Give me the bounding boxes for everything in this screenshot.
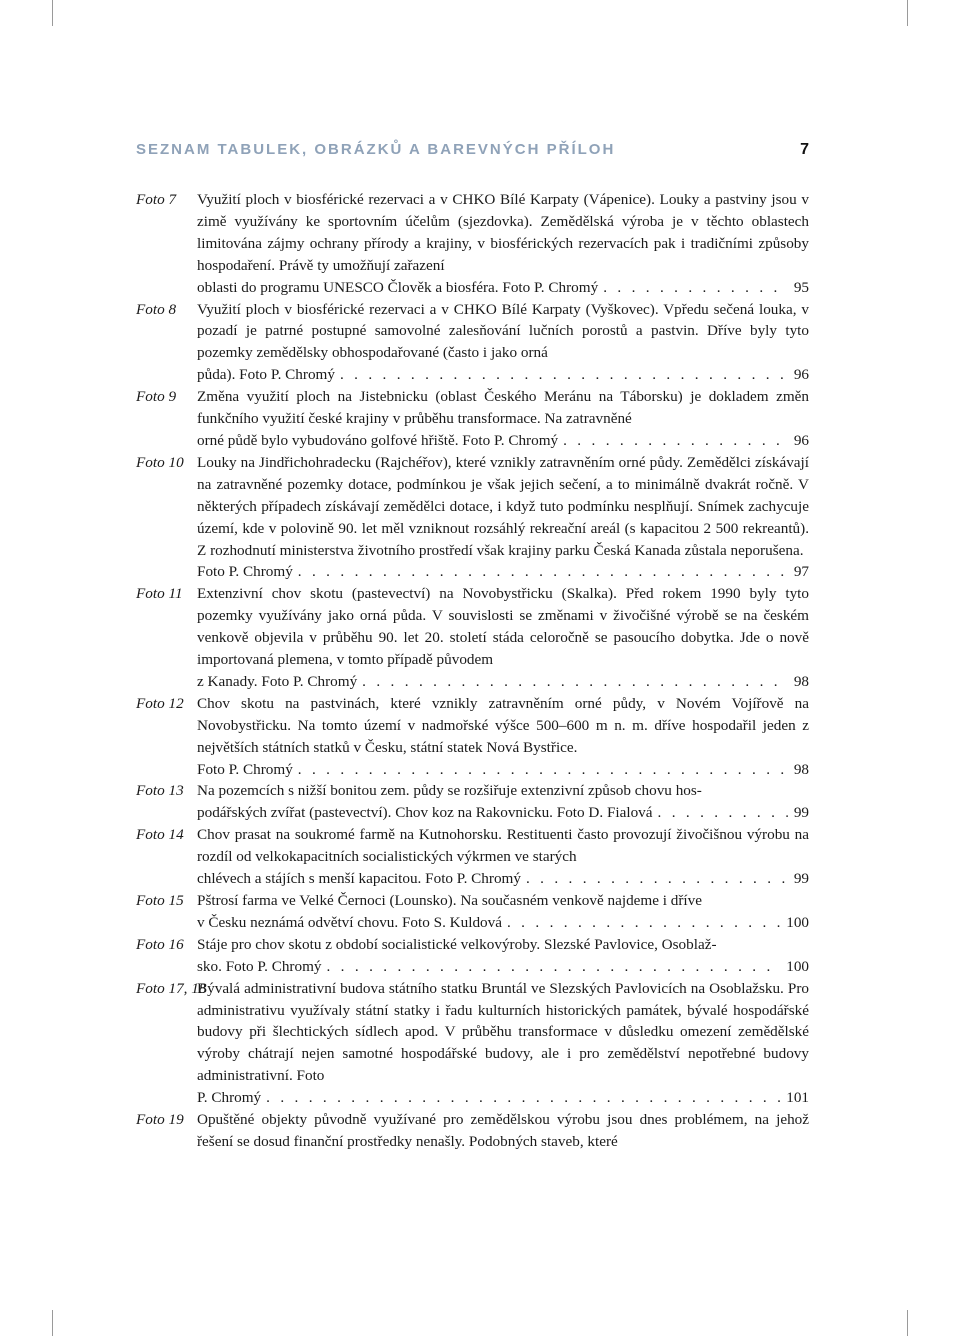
entry-last-line: sko. Foto P. Chromý — [197, 957, 322, 975]
entry-label: Foto 13 — [136, 782, 184, 800]
entry-leader-line — [197, 561, 809, 583]
list-entry — [136, 386, 809, 452]
entry-text: Bývalá administrativní budova státního statku Bruntál ve Slezských Pavlovicích na Osoblažsku. Pro administrativu využívaly státní statky i řadu kulturních historických památek, bývalé hospodářské budovy při šlechtických sídlech apod. V průběhu transformace v důsledku omezení zemědělské výroby chátrají nejen samotné hospodářské budovy, ale i pro zemědělství nepotřebné budovy administrativní. Foto — [197, 979, 809, 1085]
leader-dots — [326, 956, 780, 978]
entry-last-line: v Česku neznámá odvětví chovu. Foto S. Kuldová — [197, 913, 502, 931]
entry-last-line: z Kanady. Foto P. Chromý — [197, 672, 358, 690]
entry-leader-line — [197, 277, 809, 299]
entry-leader-line — [197, 802, 809, 824]
list-entry — [136, 693, 809, 781]
list-entry — [136, 452, 809, 583]
entry-leader-line — [197, 956, 809, 978]
entry-last-line: orné půdě bylo vybudováno golfové hřiště. Foto P. Chromý — [197, 431, 559, 449]
entry-last-line: oblasti do programu UNESCO Člověk a biosféra. Foto P. Chromý — [197, 278, 599, 296]
entry-label: Foto 16 — [136, 935, 184, 953]
entry-text: Chov skotu na pastvinách, které vznikly zatravněním orné půdy, v Novém Vojířově na Novobystřicku. Na tomto území v nadmořské výšce 500–600 m n. m. dříve hospodařil jeden z největších státních statků v Česku, státní statek Nová Bystřice. — [197, 694, 809, 756]
leader-dots — [266, 1087, 780, 1109]
entry-page: 100 — [786, 913, 809, 931]
leader-dots — [658, 802, 788, 824]
list-entry — [136, 189, 809, 299]
entry-label: Foto 9 — [136, 388, 177, 406]
list-entry — [136, 934, 809, 978]
entry-page: 96 — [793, 366, 809, 384]
entry-leader-line — [197, 912, 809, 934]
list-entry — [136, 780, 809, 824]
entry-text: Louky na Jindřichohradecku (Rajchéřov), které vznikly zatravněním orné půdy. Zemědělci získávají na zatravněné pozemky dotace, podmínkou je však jejich sečení, a to minimálně dvakrát ročně. V některých případech získávají zemědělci dotace, i když tuto podmínku nesplňují. Snímek zachycuje území, kde v polovině 90. let měl vzniknout rozsáhlý rekreační areál (s kapacitou 2 500 rekreantů). Z rozhodnutí ministerstva životního prostředí však krajiny parku Česká Kanada zůstala neporušena. — [197, 453, 809, 559]
entry-last-line: P. Chromý — [197, 1089, 262, 1107]
list-entry — [136, 978, 809, 1109]
header-title: SEZNAM TABULEK, OBRÁZKŮ A BAREVNÝCH PŘÍLOH — [136, 141, 616, 158]
leader-dots — [507, 912, 780, 934]
entry-label: Foto 11 — [136, 585, 183, 603]
entry-leader-line — [197, 1087, 809, 1109]
list-entry — [136, 1109, 809, 1153]
list-entry — [136, 890, 809, 934]
entry-label: Foto 14 — [136, 826, 184, 844]
entry-page: 99 — [793, 804, 809, 822]
entry-text: Využití ploch v biosférické rezervaci a v CHKO Bílé Karpaty (Vápenice). Louky a pastviny jsou v zimě využívány ke sportovním účelům (sjezdovka). Zemědělská výroba je v těchto oblastech limitována zájmy ochrany přírody a krajiny, v biosférických rezervacích pak i tradičními způsoby hospodaření. Právě ty umožňují zařazení — [197, 191, 809, 274]
entry-text: Extenzivní chov skotu (pastevectví) na Novobystřicku (Skalka). Před rokem 1990 byly tyto pozemky využívány jako orná půda. V souvislosti se změnami v živočišné výrobě se na českém venkově objevila v průběhu 90. let 20. století stáda celoročně se pasoucího dobytka. Jde o nově importovaná plemena, v tomto případě původem — [197, 585, 809, 669]
page-number: 7 — [800, 141, 809, 158]
entry-last-line: podářských zvířat (pastevectví). Chov koz na Rakovnicku. Foto D. Fialová — [197, 804, 653, 822]
entry-text: Změna využití ploch na Jistebnicku (oblast Českého Meránu na Táborsku) je dokladem změn funkčního využití české krajiny v průběhu transformace. Na zatravněné — [197, 388, 809, 428]
entry-last-line: chlévech a stájích s menší kapacitou. Foto P. Chromý — [197, 870, 521, 888]
entry-label: Foto 17, 18 — [136, 979, 207, 997]
entry-page: 98 — [793, 672, 809, 690]
entry-leader-line — [197, 364, 809, 386]
leader-dots — [298, 561, 788, 583]
entry-page: 100 — [786, 957, 809, 975]
entry-last-line: Foto P. Chromý — [197, 760, 293, 778]
entry-last-line: půda). Foto P. Chromý — [197, 366, 335, 384]
entry-label: Foto 10 — [136, 453, 184, 471]
entry-text: Využití ploch v biosférické rezervaci a v CHKO Bílé Karpaty (Vyškovec). Vpředu sečená louka, v pozadí je patrné postupné samovolné zalesňování lučních porostů a pastvin. Dříve byly tyto pozemky zemědělsky obhospodařované (často i jako orná — [197, 300, 809, 362]
leader-dots — [563, 430, 788, 452]
entry-text: Stáje pro chov skotu z období socialistické velkovýroby. Slezské Pavlovice, Osoblaž- — [197, 935, 717, 953]
entry-page: 96 — [793, 431, 809, 449]
list-entry — [136, 583, 809, 693]
leader-dots — [526, 868, 788, 890]
leader-dots — [340, 364, 788, 386]
entry-leader-line — [197, 430, 809, 452]
entry-page: 97 — [793, 563, 809, 581]
entry-label: Foto 19 — [136, 1111, 184, 1129]
list-entry — [136, 299, 809, 387]
running-header — [136, 141, 809, 159]
crop-mark — [52, 0, 53, 26]
crop-mark — [907, 0, 908, 26]
entry-leader-line — [197, 759, 809, 781]
crop-mark — [52, 1310, 53, 1336]
figure-list — [136, 189, 809, 1153]
entry-text: Na pozemcích s nižší bonitou zem. půdy se rozšiřuje extenzivní způsob chovu hos- — [197, 782, 702, 800]
entry-text: Chov prasat na soukromé farmě na Kutnohorsku. Restituenti často provozují živočišnou výrobu na rozdíl od velkokapacitních socialistických výkrmen ve starých — [197, 826, 809, 866]
entry-page: 101 — [786, 1089, 809, 1107]
entry-label: Foto 7 — [136, 191, 177, 208]
entry-text: Pštrosí farma ve Velké Černoci (Lounsko). Na současném venkově najdeme i dříve — [197, 892, 702, 909]
entry-leader-line — [197, 671, 809, 693]
leader-dots — [603, 277, 788, 299]
entry-label: Foto 15 — [136, 892, 184, 909]
entry-page: 95 — [793, 278, 809, 296]
entry-page: 99 — [793, 870, 809, 888]
entry-last-line: Foto P. Chromý — [197, 563, 293, 581]
leader-dots — [298, 759, 788, 781]
crop-mark — [907, 1310, 908, 1336]
entry-label: Foto 12 — [136, 694, 184, 712]
entry-text: Opuštěné objekty původně využívané pro zemědělskou výrobu jsou dnes problémem, na jehož řešení se dosud finanční prostředky nenašly. Podobných staveb, které — [197, 1111, 809, 1150]
entry-page: 98 — [793, 760, 809, 778]
leader-dots — [362, 671, 788, 693]
entry-label: Foto 8 — [136, 300, 177, 318]
list-entry — [136, 824, 809, 890]
entry-leader-line — [197, 868, 809, 890]
